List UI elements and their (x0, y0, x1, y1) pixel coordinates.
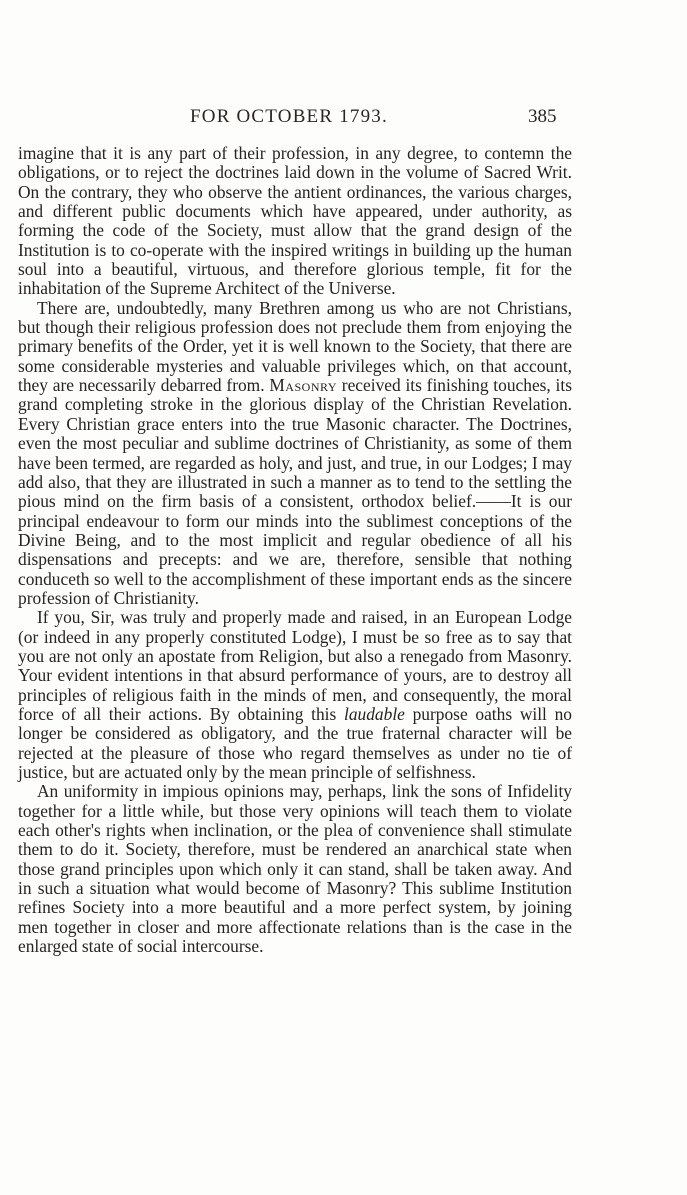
paragraph-4 (18, 782, 572, 956)
italic-term: laudable (344, 703, 405, 724)
paragraph-2 (18, 299, 572, 609)
paragraph-1 (18, 144, 572, 299)
paragraph-3 (18, 608, 572, 782)
body-text (18, 144, 572, 956)
running-header (0, 106, 687, 136)
header-title: FOR OCTOBER 1793. (190, 106, 388, 127)
page-number: 385 (528, 106, 557, 127)
paragraph-text: purpose oaths will no longer be considered as obligatory, and the true fraternal character will be rejected at the pleasure of those who regard themselves as under no tie of justice, but are actuated only by the mean principle of selfishness. (18, 703, 573, 782)
paragraph-text: imagine that it is any part of their profession, in any degree, to contemn the obligations, or to reject the doctrines laid down in the volume of Sacred Writ. On the contrary, they who observe the antient ordinances, the various charges, and different public documents which have appeared, under authority, as forming the code of the Society, must allow that the grand design of the Institution is to co-operate with the inspired writings in building up the human soul into a beautiful, virtuous, and therefore glorious temple, fit for the inhabitation of the Supreme Architect of the Universe. (18, 143, 572, 299)
paragraph-text: An uniformity in impious opinions may, perhaps, link the sons of Infidelity together for a little while, but those very opinions will teach them to violate each other's rights when inclination, or the plea of convenience shall stimulate them to do it. Society, therefore, must be rendered an anarchical state when those grand principles upon which only it can stand, shall be taken away. And in such a situation what would become of Masonry? This sublime Institution refines Society into a more beautiful and a more perfect system, by joining men together in closer and more affectionate relations than is the case in the enlarged state of social intercourse. (18, 781, 572, 957)
paragraph-text: received its finishing touches, its grand completing stroke in the glorious display of the Christian Revelation. Every Christian grace enters into the true Masonic character. The Doctrines, even the most peculiar and sublime doctrines of Christianity, as some of them have been termed, are regarded as holy, and just, and true, in our Lodges; I may add also, that they are illustrated in such a manner as to tend to the settling the pious mind on the firm basis of a consistent, orthodox belief.——It is our principal endeavour to form our minds into the sublimest conceptions of the Divine Being, and to the most implicit and regular obedience of all his dispensations and precepts: and we are, therefore, sensible that nothing conduceth so well to the accomplishment of these important ends as the sincere profession of Christianity. (18, 375, 572, 608)
small-caps-term: Masonry (269, 375, 337, 396)
paragraph-text: If you, Sir, was truly and properly made and raised, in an European Lodge (or indeed in any properly constituted Lodge), I must be so free as to say that you are not only an apostate from Religion, but also a renegado from Masonry. Your evident intentions in that absurd performance of yours, are to destroy all principles of religious faith in the minds of men, and consequently, the moral force of all their actions. By obtaining this (18, 607, 572, 724)
paragraph-text: There are, undoubtedly, many Brethren among us who are not Christians, but though their religious profession does not preclude them from enjoying the primary benefits of the Order, yet it is well known to the Society, that there are some considerable mysteries and valuable privileges which, on that account, they are necessarily debarred from. (18, 297, 572, 396)
